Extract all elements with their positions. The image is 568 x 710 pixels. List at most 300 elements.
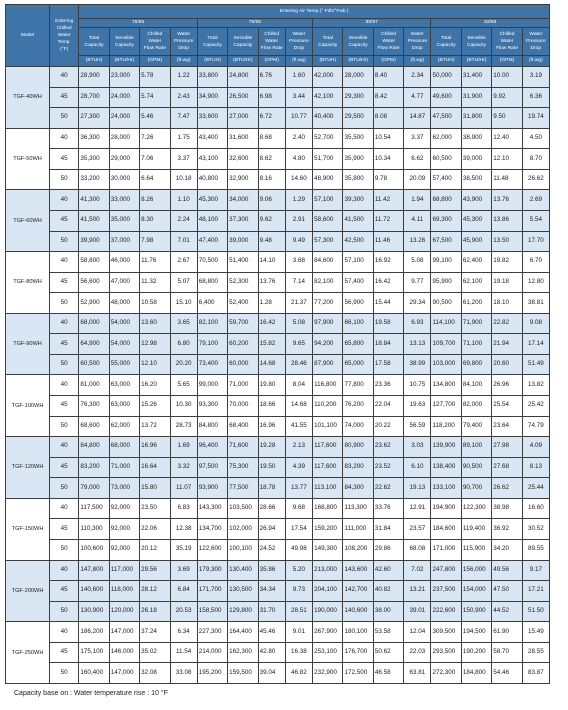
value-cell: 71,100	[461, 334, 491, 355]
value-cell: 159,500	[228, 663, 258, 684]
value-cell: 9.50	[492, 108, 522, 129]
value-cell: 27,000	[228, 108, 258, 129]
value-cell: 43,400	[197, 128, 227, 149]
capacity-table	[5, 4, 550, 684]
model-cell: TGF-250WH	[6, 622, 50, 684]
value-cell: 31.70	[258, 601, 285, 622]
value-cell: 160,400	[79, 663, 109, 684]
water-temp-cell: 50	[50, 108, 79, 129]
value-cell: 26.62	[492, 478, 522, 499]
table-header	[6, 5, 550, 67]
value-cell: 154,000	[461, 581, 491, 602]
unit-header: (BTUH)	[313, 56, 343, 67]
value-cell: 130,400	[228, 560, 258, 581]
value-cell: 9.65	[285, 334, 312, 355]
table-row	[6, 478, 550, 499]
value-cell: 16.60	[522, 498, 549, 519]
column-header-line: Capacity	[114, 42, 134, 48]
table-row	[6, 334, 550, 355]
value-cell: 109,700	[431, 334, 461, 355]
value-cell: 24,800	[228, 67, 258, 88]
value-cell: 67,500	[431, 231, 461, 252]
column-header	[522, 28, 549, 56]
value-cell: 118,200	[431, 416, 461, 437]
value-cell: 15.82	[258, 334, 285, 355]
value-cell: 175,100	[79, 642, 109, 663]
value-cell: 9.73	[285, 581, 312, 602]
value-cell: 39,300	[343, 190, 373, 211]
value-cell: 119,400	[461, 519, 491, 540]
value-cell: 113,100	[313, 478, 343, 499]
column-header-line: Capacity	[436, 42, 456, 48]
value-cell: 19.63	[404, 396, 431, 417]
column-header-line: Pressure	[407, 39, 428, 44]
value-cell: 63,000	[109, 396, 139, 417]
value-cell: 57,400	[343, 272, 373, 293]
value-cell: 23.36	[373, 375, 403, 396]
value-cell: 42.60	[373, 560, 403, 581]
column-header-line: Water	[529, 32, 543, 37]
value-cell: 172,500	[343, 663, 373, 684]
value-cell: 25.44	[522, 478, 549, 499]
value-cell: 2.69	[522, 190, 549, 211]
value-cell: 83,200	[343, 457, 373, 478]
value-cell: 110,200	[313, 396, 343, 417]
unit-header: (BTUH)	[431, 56, 461, 67]
footnote: Capacity base on : Water temperature rise : 10 °F	[14, 690, 168, 697]
value-cell: 10.00	[492, 67, 522, 88]
model-cell: TGF-40WH	[6, 67, 50, 129]
value-cell: 8.30	[140, 210, 170, 231]
value-cell: 13.13	[404, 334, 431, 355]
condition-header: 82/69	[431, 19, 550, 28]
water-temp-cell: 50	[50, 354, 79, 375]
column-header-line: Capacity	[318, 42, 338, 48]
value-cell: 60,200	[228, 334, 258, 355]
value-cell: 18.66	[258, 396, 285, 417]
model-cell: TGF-60WH	[6, 190, 50, 252]
value-cell: 6.62	[404, 149, 431, 170]
value-cell: 20.12	[140, 539, 170, 560]
value-cell: 130,500	[228, 581, 258, 602]
value-cell: 64,900	[79, 334, 109, 355]
header-row-conditions	[6, 19, 550, 28]
value-cell: 6.84	[170, 581, 197, 602]
column-header-line: Chilled	[147, 32, 163, 37]
value-cell: 84,100	[461, 375, 491, 396]
column-header-line: Drop	[530, 46, 542, 51]
value-cell: 31.84	[373, 519, 403, 540]
column-header-line: Pressure	[173, 39, 194, 44]
value-cell: 11.76	[140, 252, 170, 273]
model-cell: TGF-50WH	[6, 128, 50, 190]
value-cell: 168,800	[313, 498, 343, 519]
value-cell: 99,100	[431, 252, 461, 273]
model-cell: TGF-80WH	[6, 252, 50, 314]
value-cell: 116,800	[313, 375, 343, 396]
value-cell: 26,500	[228, 87, 258, 108]
value-cell: 39.04	[258, 663, 285, 684]
value-cell: 89,100	[461, 437, 491, 458]
value-cell: 16.42	[258, 313, 285, 334]
value-cell: 34,900	[197, 87, 227, 108]
value-cell: 10.77	[285, 108, 312, 129]
value-cell: 28,900	[79, 67, 109, 88]
value-cell: 143,300	[197, 498, 227, 519]
value-cell: 68,000	[79, 313, 109, 334]
value-cell: 6.76	[258, 67, 285, 88]
value-cell: 179,300	[197, 560, 227, 581]
value-cell: 5.65	[170, 375, 197, 396]
value-cell: 20.60	[492, 354, 522, 375]
value-cell: 24,000	[109, 87, 139, 108]
value-cell: 13.86	[492, 210, 522, 231]
value-cell: 83,200	[79, 457, 109, 478]
header-row-columns	[6, 28, 550, 56]
value-cell: 62,400	[461, 252, 491, 273]
value-cell: 100,600	[79, 539, 109, 560]
water-temp-line: (°F)	[60, 47, 69, 52]
value-cell: 111,000	[343, 519, 373, 540]
value-cell: 4.11	[404, 210, 431, 231]
value-cell: 150,900	[461, 601, 491, 622]
value-cell: 57,300	[313, 231, 343, 252]
value-cell: 55,000	[109, 354, 139, 375]
value-cell: 32.08	[140, 663, 170, 684]
column-header-line: Pressure	[289, 39, 309, 44]
value-cell: 14.10	[258, 252, 285, 273]
value-cell: 30.52	[522, 519, 549, 540]
table-row	[6, 622, 550, 643]
value-cell: 158,500	[197, 601, 227, 622]
value-cell: 20.09	[404, 169, 431, 190]
value-cell: 14.87	[404, 108, 431, 129]
value-cell: 1.94	[404, 190, 431, 211]
value-cell: 51.50	[522, 601, 549, 622]
value-cell: 92,000	[109, 519, 139, 540]
value-cell: 9.68	[285, 498, 312, 519]
value-cell: 71,900	[461, 313, 491, 334]
value-cell: 47,400	[197, 231, 227, 252]
value-cell: 47,000	[109, 272, 139, 293]
value-cell: 6.93	[404, 313, 431, 334]
value-cell: 22.06	[140, 519, 170, 540]
value-cell: 20.20	[170, 354, 197, 375]
value-cell: 8.13	[522, 457, 549, 478]
value-cell: 19.58	[373, 313, 403, 334]
value-cell: 186,200	[79, 622, 109, 643]
value-cell: 147,000	[109, 663, 139, 684]
value-cell: 4.50	[522, 128, 549, 149]
value-cell: 40.82	[373, 581, 403, 602]
column-header-line: Total	[88, 35, 100, 41]
value-cell: 4.09	[522, 437, 549, 458]
value-cell: 35,500	[343, 128, 373, 149]
value-cell: 38.00	[373, 601, 403, 622]
value-cell: 1.60	[285, 67, 312, 88]
value-cell: 73,400	[197, 354, 227, 375]
value-cell: 142,700	[343, 581, 373, 602]
value-cell: 13.76	[492, 190, 522, 211]
column-header-line: Chilled	[381, 32, 397, 37]
value-cell: 17.70	[522, 231, 549, 252]
value-cell: 15.10	[170, 293, 197, 314]
table-row	[6, 190, 550, 211]
value-cell: 58,600	[313, 210, 343, 231]
water-temp-cell: 50	[50, 478, 79, 499]
table-row	[6, 663, 550, 684]
value-cell: 1.22	[170, 67, 197, 88]
value-cell: 17.54	[285, 519, 312, 540]
table-row	[6, 293, 550, 314]
value-cell: 13.72	[140, 416, 170, 437]
value-cell: 3.68	[285, 252, 312, 273]
value-cell: 9.92	[492, 87, 522, 108]
water-temp-cell: 50	[50, 601, 79, 622]
value-cell: 309,500	[431, 622, 461, 643]
value-cell: 57,400	[431, 169, 461, 190]
value-cell: 18.10	[492, 293, 522, 314]
value-cell: 68,800	[431, 190, 461, 211]
table-body	[6, 67, 550, 684]
value-cell: 52,900	[79, 293, 109, 314]
column-header-line: Drop	[178, 46, 189, 51]
value-cell: 108,200	[343, 539, 373, 560]
value-cell: 28.46	[285, 354, 312, 375]
column-header-line: Water	[382, 39, 395, 44]
value-cell: 63.81	[404, 663, 431, 684]
column-header	[431, 28, 461, 56]
value-cell: 44.52	[492, 601, 522, 622]
value-cell: 60,000	[228, 354, 258, 375]
value-cell: 81,000	[79, 375, 109, 396]
value-cell: 180,100	[343, 622, 373, 643]
value-cell: 9.49	[285, 231, 312, 252]
value-cell: 12.91	[404, 498, 431, 519]
value-cell: 122,300	[461, 498, 491, 519]
value-cell: 9.08	[522, 313, 549, 334]
water-temp-cell: 40	[50, 190, 79, 211]
value-cell: 16.42	[373, 272, 403, 293]
table-row	[6, 128, 550, 149]
header-row-title	[6, 5, 550, 19]
value-cell: 42,000	[313, 67, 343, 88]
value-cell: 53.58	[373, 622, 403, 643]
value-cell: 74,000	[343, 416, 373, 437]
value-cell: 2.34	[404, 67, 431, 88]
value-cell: 8.40	[373, 67, 403, 88]
value-cell: 162,300	[228, 642, 258, 663]
value-cell: 13.76	[258, 272, 285, 293]
value-cell: 102,000	[228, 519, 258, 540]
value-cell: 16.96	[258, 416, 285, 437]
unit-header: (ft.wg)	[170, 56, 197, 67]
value-cell: 7.14	[285, 272, 312, 293]
value-cell: 190,200	[461, 642, 491, 663]
water-temp-cell: 40	[50, 560, 79, 581]
value-cell: 232,900	[313, 663, 343, 684]
water-temp-cell: 45	[50, 396, 79, 417]
column-header	[109, 28, 139, 56]
value-cell: 28,700	[79, 87, 109, 108]
value-cell: 113,300	[343, 498, 373, 519]
value-cell: 10.75	[404, 375, 431, 396]
column-header	[492, 28, 522, 56]
value-cell: 87,900	[313, 354, 343, 375]
value-cell: 54.46	[492, 663, 522, 684]
value-cell: 34.34	[258, 581, 285, 602]
value-cell: 62,000	[431, 128, 461, 149]
value-cell: 1.69	[170, 437, 197, 458]
value-cell: 194,500	[461, 622, 491, 643]
water-temp-cell: 50	[50, 539, 79, 560]
value-cell: 2.24	[170, 210, 197, 231]
value-cell: 46.58	[373, 663, 403, 684]
value-cell: 51,400	[228, 252, 258, 273]
value-cell: 37.24	[140, 622, 170, 643]
value-cell: 16.20	[140, 375, 170, 396]
value-cell: 3.37	[404, 128, 431, 149]
value-cell: 10.34	[373, 149, 403, 170]
column-header-line: Capacity	[348, 42, 368, 48]
value-cell: 222,600	[431, 601, 461, 622]
value-cell: 38,500	[461, 169, 491, 190]
column-header-line: Water	[292, 32, 306, 37]
value-cell: 4.39	[285, 457, 312, 478]
value-cell: 22.82	[492, 313, 522, 334]
value-cell: 42.80	[258, 642, 285, 663]
condition-header: 80/67	[313, 19, 431, 28]
value-cell: 3.65	[170, 313, 197, 334]
column-header	[285, 28, 312, 56]
column-header-line: Total	[322, 35, 333, 41]
value-cell: 96,400	[197, 437, 227, 458]
value-cell: 19.82	[492, 252, 522, 273]
value-cell: 29,300	[343, 87, 373, 108]
value-cell: 6.83	[170, 498, 197, 519]
value-cell: 6,400	[197, 293, 227, 314]
value-cell: 3.37	[170, 149, 197, 170]
column-header-line: Flow Rate	[260, 46, 283, 51]
column-header	[258, 28, 285, 56]
value-cell: 40,800	[197, 169, 227, 190]
value-cell: 82,100	[197, 313, 227, 334]
value-cell: 4.80	[285, 149, 312, 170]
table-row	[6, 642, 550, 663]
value-cell: 61,200	[461, 293, 491, 314]
value-cell: 159,200	[313, 519, 343, 540]
value-cell: 190,000	[313, 601, 343, 622]
value-cell: 29,000	[109, 149, 139, 170]
table-row	[6, 313, 550, 334]
value-cell: 61.90	[492, 622, 522, 643]
column-header-line: Capacity	[84, 42, 104, 48]
value-cell: 117,000	[109, 560, 139, 581]
value-cell: 58,800	[79, 252, 109, 273]
value-cell: 28,000	[109, 128, 139, 149]
value-cell: 3.19	[522, 67, 549, 88]
table-row	[6, 87, 550, 108]
value-cell: 143,600	[343, 560, 373, 581]
value-cell: 8.62	[258, 149, 285, 170]
value-cell: 39.01	[404, 601, 431, 622]
value-cell: 99,000	[197, 375, 227, 396]
value-cell: 8.42	[373, 87, 403, 108]
model-cell: TGF-150WH	[6, 498, 50, 560]
unit-header: (ft.wg)	[522, 56, 549, 67]
value-cell: 5.08	[285, 313, 312, 334]
water-temp-cell: 45	[50, 457, 79, 478]
value-cell: 35.19	[170, 539, 197, 560]
value-cell: 247,800	[431, 560, 461, 581]
value-cell: 51,700	[313, 149, 343, 170]
column-header-line: Water	[500, 39, 514, 44]
value-cell: 21.37	[285, 293, 312, 314]
value-cell: 19.18	[492, 272, 522, 293]
value-cell: 1.29	[285, 190, 312, 211]
value-cell: 90,500	[461, 457, 491, 478]
value-cell: 29.86	[373, 539, 403, 560]
value-cell: 41,500	[79, 210, 109, 231]
value-cell: 176,700	[343, 642, 373, 663]
value-cell: 79,000	[79, 478, 109, 499]
column-header	[140, 28, 170, 56]
value-cell: 164,400	[228, 622, 258, 643]
unit-header: (BTU/Hr)	[228, 56, 258, 67]
value-cell: 12.98	[140, 334, 170, 355]
value-cell: 2.40	[285, 128, 312, 149]
table-row	[6, 67, 550, 88]
value-cell: 83.87	[522, 663, 549, 684]
value-cell: 33.08	[170, 663, 197, 684]
table-row	[6, 354, 550, 375]
value-cell: 23,000	[109, 67, 139, 88]
value-cell: 71,000	[109, 457, 139, 478]
value-cell: 134,800	[431, 375, 461, 396]
value-cell: 9.62	[258, 210, 285, 231]
value-cell: 13.26	[404, 231, 431, 252]
value-cell: 28.66	[258, 498, 285, 519]
value-cell: 68,600	[79, 416, 109, 437]
value-cell: 2.43	[170, 87, 197, 108]
column-header-line: Sensible	[115, 35, 134, 41]
water-temp-cell: 40	[50, 67, 79, 88]
table-row	[6, 231, 550, 252]
value-cell: 38.99	[404, 354, 431, 375]
column-header-line: Water	[265, 39, 279, 44]
value-cell: 14.60	[285, 169, 312, 190]
unit-header: (BTUH)	[79, 56, 109, 67]
value-cell: 100,100	[228, 539, 258, 560]
value-cell: 68,000	[109, 437, 139, 458]
value-cell: 54,000	[109, 313, 139, 334]
unit-header: (GPM)	[373, 56, 403, 67]
column-header-line: Pressure	[526, 39, 546, 44]
value-cell: 23.57	[404, 519, 431, 540]
value-cell: 117,600	[313, 437, 343, 458]
column-header-line: Flow Rate	[143, 46, 166, 51]
value-cell: 47,500	[431, 108, 461, 129]
value-cell: 7.06	[140, 149, 170, 170]
value-cell: 28,000	[343, 67, 373, 88]
value-cell: 26.94	[258, 519, 285, 540]
column-header	[373, 28, 403, 56]
column-header-line: Sensible	[467, 35, 486, 41]
value-cell: 17.58	[373, 354, 403, 375]
value-cell: 59,700	[228, 313, 258, 334]
value-cell: 6.98	[258, 87, 285, 108]
value-cell: 31,400	[461, 67, 491, 88]
